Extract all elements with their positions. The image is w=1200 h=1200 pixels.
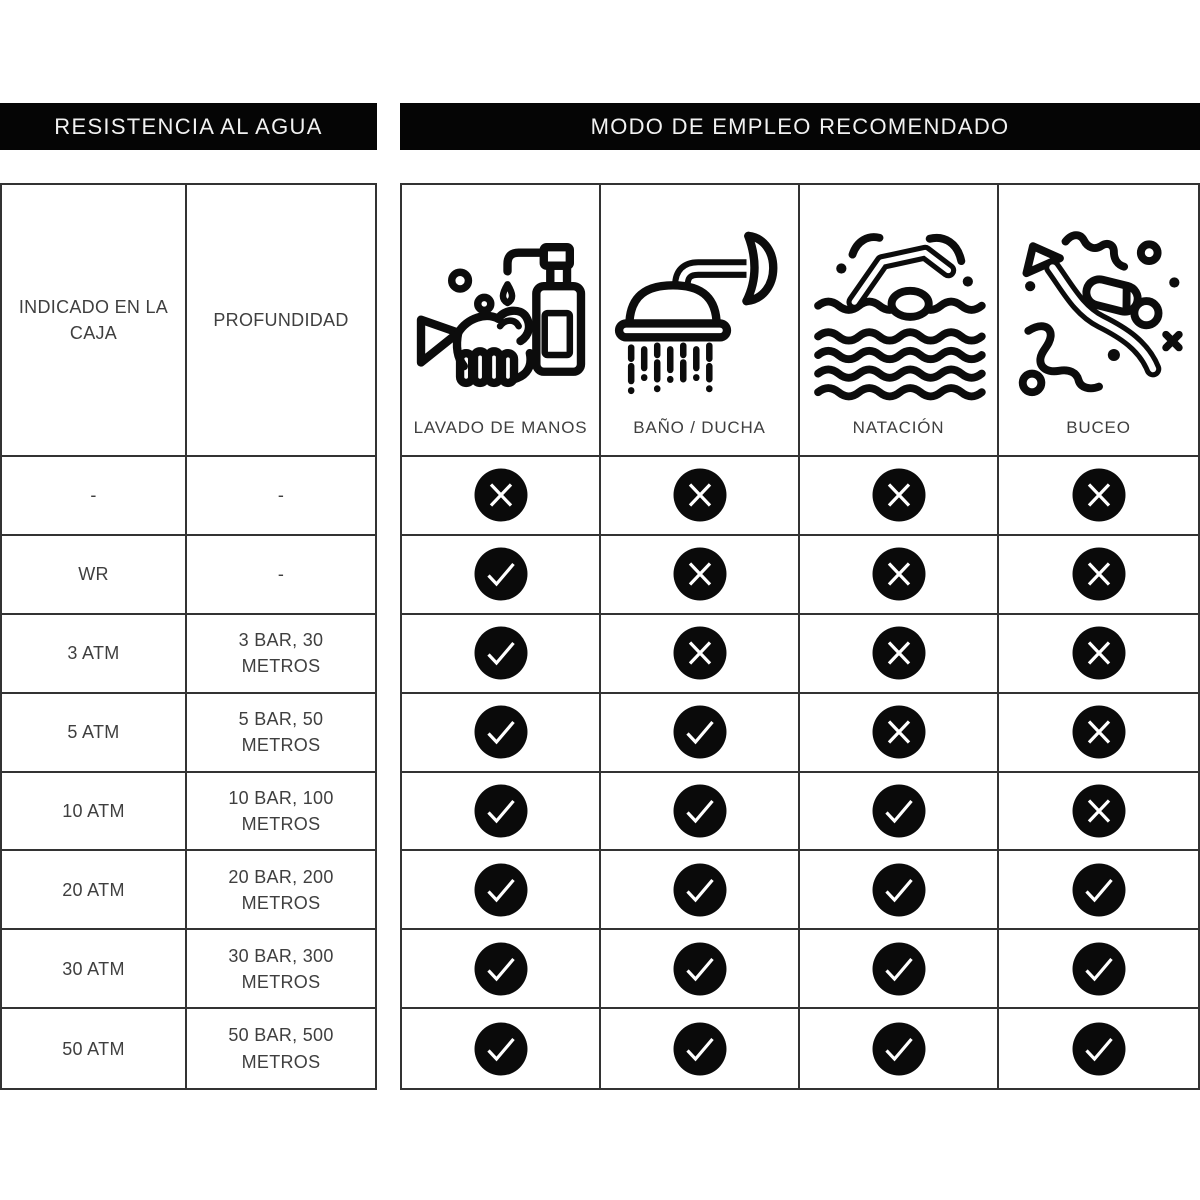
allowed-cell <box>402 615 601 694</box>
handwash-icon <box>408 195 594 409</box>
caja-cell: 5 ATM <box>2 694 187 773</box>
allowed-cell <box>601 930 800 1009</box>
caja-cell: 3 ATM <box>2 615 187 694</box>
usage-column-shower <box>601 185 800 457</box>
usage-column-label: BUCEO <box>1066 418 1131 438</box>
usage-table <box>400 183 1200 1090</box>
check-icon <box>474 863 528 917</box>
allowed-cell <box>999 930 1198 1009</box>
allowed-cell <box>800 851 999 930</box>
caja-cell: 20 ATM <box>2 851 187 930</box>
allowed-cell <box>402 694 601 773</box>
not-allowed-cell <box>800 457 999 536</box>
check-icon <box>673 1022 727 1076</box>
allowed-cell <box>402 851 601 930</box>
check-icon <box>673 863 727 917</box>
cross-icon <box>673 626 727 680</box>
profundidad-cell: - <box>187 536 375 615</box>
check-icon <box>474 705 528 759</box>
not-allowed-cell <box>601 457 800 536</box>
water-resistance-table <box>0 183 377 1090</box>
allowed-cell <box>999 1009 1198 1088</box>
caja-cell: 30 ATM <box>2 930 187 1009</box>
shower-icon <box>607 195 793 409</box>
swimming-icon <box>806 195 992 409</box>
allowed-cell <box>800 773 999 852</box>
cross-icon <box>1072 784 1126 838</box>
allowed-cell <box>402 930 601 1009</box>
profundidad-cell: 10 BAR, 100 METROS <box>187 773 375 852</box>
check-icon <box>474 942 528 996</box>
allowed-cell <box>800 930 999 1009</box>
check-icon <box>1072 1022 1126 1076</box>
not-allowed-cell <box>800 694 999 773</box>
cross-icon <box>673 468 727 522</box>
cross-icon <box>872 468 926 522</box>
left-header-title: RESISTENCIA AL AGUA <box>54 113 323 139</box>
usage-column-swimming <box>800 185 999 457</box>
caja-cell: WR <box>2 536 187 615</box>
cross-icon <box>872 547 926 601</box>
caja-cell: - <box>2 457 187 536</box>
usage-column-handwash <box>402 185 601 457</box>
usage-column-diving <box>999 185 1198 457</box>
cross-icon <box>1072 468 1126 522</box>
allowed-cell <box>800 1009 999 1088</box>
not-allowed-cell <box>999 615 1198 694</box>
allowed-cell <box>601 773 800 852</box>
profundidad-cell: 30 BAR, 300 METROS <box>187 930 375 1009</box>
allowed-cell <box>601 1009 800 1088</box>
check-icon <box>872 942 926 996</box>
not-allowed-cell <box>999 773 1198 852</box>
usage-column-label: LAVADO DE MANOS <box>413 418 588 438</box>
not-allowed-cell <box>999 536 1198 615</box>
profundidad-cell: 20 BAR, 200 METROS <box>187 851 375 930</box>
left-header-bar <box>0 103 377 150</box>
check-icon <box>673 705 727 759</box>
allowed-cell <box>402 1009 601 1088</box>
usage-column-label: NATACIÓN <box>852 418 945 438</box>
caja-cell: 10 ATM <box>2 773 187 852</box>
cross-icon <box>1072 547 1126 601</box>
right-header-bar <box>400 103 1200 150</box>
depth-header-cell: PROFUNDIDAD <box>187 185 375 457</box>
not-allowed-cell <box>601 615 800 694</box>
not-allowed-cell <box>601 536 800 615</box>
not-allowed-cell <box>800 536 999 615</box>
usage-column-label: BAÑO / DUCHA <box>633 418 766 438</box>
not-allowed-cell <box>999 457 1198 536</box>
check-icon <box>474 626 528 680</box>
check-icon <box>872 784 926 838</box>
cross-icon <box>872 705 926 759</box>
not-allowed-cell <box>999 694 1198 773</box>
profundidad-cell: 3 BAR, 30 METROS <box>187 615 375 694</box>
box-indication-header-cell: INDICADO EN LA CAJA <box>2 185 187 457</box>
check-icon <box>673 784 727 838</box>
check-icon <box>872 1022 926 1076</box>
allowed-cell <box>601 851 800 930</box>
check-icon <box>673 942 727 996</box>
cross-icon <box>474 468 528 522</box>
profundidad-cell: 50 BAR, 500 METROS <box>228 1025 334 1072</box>
cross-icon <box>872 626 926 680</box>
check-icon <box>474 1022 528 1076</box>
check-icon <box>872 863 926 917</box>
allowed-cell <box>601 694 800 773</box>
cross-icon <box>673 547 727 601</box>
check-icon <box>1072 942 1126 996</box>
not-allowed-cell <box>402 457 601 536</box>
cross-icon <box>1072 626 1126 680</box>
check-icon <box>474 547 528 601</box>
right-header-title: MODO DE EMPLEO RECOMENDADO <box>590 113 1010 139</box>
allowed-cell <box>999 851 1198 930</box>
caja-cell: 50 ATM <box>2 1009 187 1088</box>
cross-icon <box>1072 705 1126 759</box>
check-icon <box>1072 863 1126 917</box>
diving-icon <box>1006 195 1192 409</box>
profundidad-cell: - <box>187 457 375 536</box>
allowed-cell <box>402 773 601 852</box>
profundidad-cell: 5 BAR, 50 METROS <box>187 694 375 773</box>
allowed-cell <box>402 536 601 615</box>
not-allowed-cell <box>800 615 999 694</box>
check-icon <box>474 784 528 838</box>
